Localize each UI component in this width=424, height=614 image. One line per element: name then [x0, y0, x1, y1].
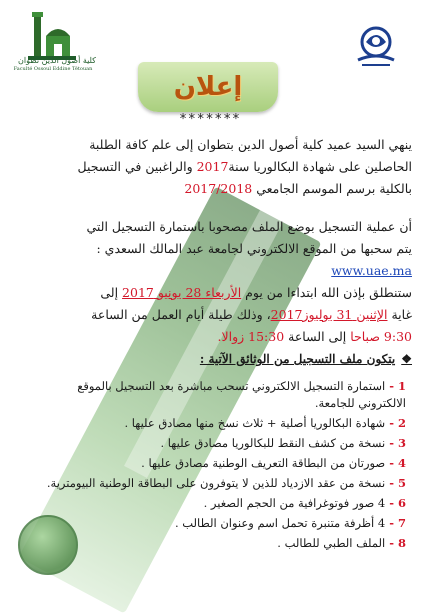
announcement-title: إعلان [173, 72, 243, 102]
left-logo-text: كلية أصول الدين تطوان [18, 56, 96, 65]
diamond-bullet-icon: ❖ [401, 352, 412, 366]
academic-season: 2017/2018 [184, 181, 253, 196]
registration-line-1: أن عملية التسجيل بوضع الملف مصحوبا باستمارة التسجيل التي [86, 219, 412, 234]
schedule-line-1: ستنطلق بإذن الله ابتداءا من يوم الأربعاء 28 يونيو 2017 إلى [100, 285, 412, 300]
intro-paragraph [14, 134, 412, 200]
end-date: الإثنين 31 يوليوز2017 [270, 307, 388, 322]
intro-line-2: الحاصلين على شهادة البكالوريا سنة2017 والراغبين في التسجيل [77, 159, 412, 174]
bac-year: 2017 [196, 159, 229, 174]
list-item: 3 -نسخة من كشف النقط للبكالوريا مصادق عليها . [160, 436, 406, 450]
university-website-link[interactable]: www.uae.ma [331, 263, 412, 278]
schedule-line-2: غاية الإثنين 31 يوليوز2017، وذلك طيلة أيام العمل من الساعة [91, 307, 412, 322]
registration-line-2: يتم سحبها من الموقع الالكتروني لجامعة عبد المالك السعدي : [96, 241, 412, 256]
list-item: 2 -شهادة البكالوريا أصلية + ثلاث نسخ منها مصادق عليها . [124, 416, 406, 430]
intro-line-1: ينهي السيد عميد كلية أصول الدين بتطوان إلى علم كافة الطلبة [89, 137, 412, 152]
start-time: 9:30 صباحا [350, 329, 412, 344]
list-item: 6 -4 صور فوتوغرافية من الحجم الصغير . [203, 496, 406, 510]
intro-line-3: بالكلية برسم الموسم الجامعي 2017/2018 [184, 181, 412, 196]
schedule-paragraph [14, 282, 412, 348]
end-time: 15:30 زوالا. [217, 329, 285, 344]
stars-divider: ******* [179, 112, 241, 127]
documents-list [28, 378, 406, 555]
list-item: 8 -الملف الطبي للطالب . [277, 536, 406, 550]
left-logo-subtext: Faculté Ossoul Eddine Tétouan [13, 66, 93, 72]
list-item: 1 -استمارة التسجيل الالكتروني تسحب مباشرة بعد التسجيل بالموقع الالكتروني للجامعة. [77, 379, 406, 410]
start-date: الأربعاء 28 يونيو 2017 [122, 285, 242, 300]
registration-paragraph [14, 216, 412, 282]
list-item: 5 -نسخة من عقد الازدياد للذين لا يتوفرون على البطاقة الوطنية البيومترية. [46, 476, 406, 490]
registration-line-3 [14, 260, 412, 282]
university-emblem-logo-icon [352, 22, 400, 70]
list-item: 7 -4 أظرفة متنبرة تحمل اسم وعنوان الطالب . [174, 516, 406, 530]
list-item: 4 -صورتان من البطاقة التعريف الوطنية مصادق عليها . [141, 456, 406, 470]
documents-heading: ❖يتكون ملف التسجيل من الوثائق الآتية : [199, 352, 412, 366]
title-ribbon [138, 62, 278, 112]
schedule-line-3: 9:30 صباحا إلى الساعة 15:30 زوالا. [217, 329, 412, 344]
